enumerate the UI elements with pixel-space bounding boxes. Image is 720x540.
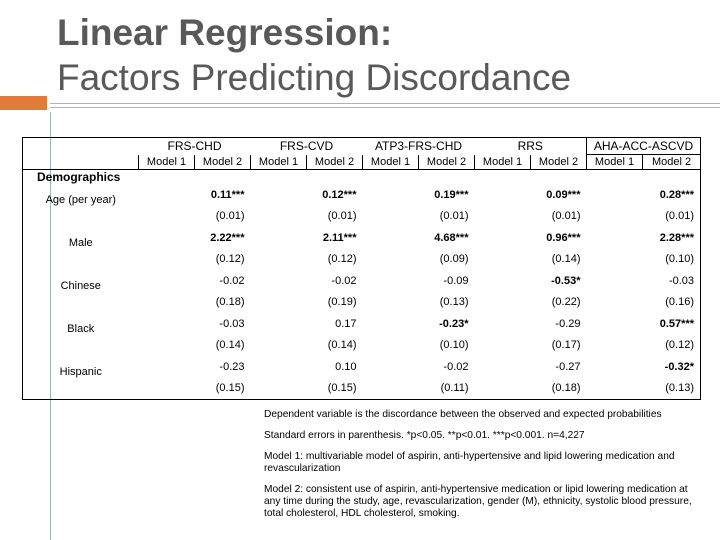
group-header-rrs: RRS bbox=[475, 138, 587, 155]
standard-error-cell: (0.09) bbox=[439, 253, 469, 266]
coefficient-row bbox=[23, 184, 701, 206]
model-header: Model 2 bbox=[195, 155, 251, 170]
standard-error-cell: (0.11) bbox=[419, 378, 475, 400]
demographics-label: Demographics bbox=[23, 170, 139, 185]
standard-error-cell: (0.14) bbox=[215, 339, 245, 352]
standard-error-cell: (0.01) bbox=[215, 210, 245, 223]
model-1-cell bbox=[475, 249, 531, 271]
model-1-cell bbox=[363, 356, 419, 378]
standard-error-cell: (0.12) bbox=[643, 335, 701, 357]
model-1-cell bbox=[139, 206, 195, 228]
model-1-cell bbox=[139, 249, 195, 271]
coefficient-cell: 2.22*** bbox=[210, 231, 245, 244]
model-1-cell bbox=[251, 270, 307, 292]
model-1-cell bbox=[475, 227, 531, 249]
model-1-cell bbox=[475, 378, 531, 400]
variable-label-spacer bbox=[23, 292, 139, 314]
coefficient-cell: 4.68*** bbox=[434, 231, 469, 244]
model-1-cell bbox=[587, 378, 643, 400]
model-1-cell bbox=[587, 184, 643, 206]
standard-error-cell: (0.16) bbox=[643, 292, 701, 314]
title-accent-bar bbox=[0, 96, 47, 110]
coefficient-row bbox=[23, 313, 701, 335]
model-1-cell bbox=[363, 270, 419, 292]
model-1-cell bbox=[475, 184, 531, 206]
standard-error-cell: (0.17) bbox=[551, 339, 581, 352]
standard-error-cell: (0.18) bbox=[531, 378, 587, 400]
coefficient-cell: -0.29 bbox=[555, 317, 581, 330]
standard-error-cell: (0.01) bbox=[643, 206, 701, 228]
standard-error-cell: (0.14) bbox=[327, 339, 357, 352]
model-1-cell bbox=[139, 227, 195, 249]
note-standard-errors: Standard errors in parenthesis. *p<0.05. **p<0.01. ***p<0.001. n=4,227 bbox=[264, 430, 585, 441]
standard-error-cell: (0.01) bbox=[551, 210, 581, 223]
standard-error-row bbox=[23, 249, 701, 271]
model-1-cell bbox=[139, 292, 195, 314]
standard-error-cell: (0.15) bbox=[195, 378, 251, 400]
standard-error-cell: (0.14) bbox=[551, 253, 581, 266]
standard-error-cell: (0.12) bbox=[215, 253, 245, 266]
coefficient-cell: -0.23* bbox=[439, 317, 469, 330]
model-header: Model 1 bbox=[475, 155, 531, 170]
coefficient-cell: -0.02 bbox=[219, 274, 245, 287]
standard-error-cell: (0.12) bbox=[327, 253, 357, 266]
demographics-row bbox=[23, 170, 701, 185]
note-model-1: Model 1: multivariable model of aspirin, anti-hypertensive and lipid lowering medication and revascularization bbox=[264, 451, 675, 474]
standard-error-cell: (0.01) bbox=[327, 210, 357, 223]
standard-error-cell: (0.13) bbox=[439, 296, 469, 309]
regression-table-body bbox=[23, 170, 701, 400]
model-1-cell bbox=[251, 378, 307, 400]
variable-label: Male bbox=[23, 227, 139, 249]
standard-error-cell: (0.19) bbox=[327, 296, 357, 309]
note-dependent-variable: Dependent variable is the discordance between the observed and expected probabilities bbox=[264, 409, 662, 420]
group-header-aha-acc-ascvd: AHA-ACC-ASCVD bbox=[587, 138, 701, 155]
model-1-cell bbox=[363, 292, 419, 314]
model-header: Model 2 bbox=[643, 155, 701, 170]
standard-error-cell: (0.10) bbox=[643, 249, 701, 271]
variable-label-spacer bbox=[23, 378, 139, 400]
model-1-cell bbox=[251, 292, 307, 314]
variable-label: Age (per year) bbox=[23, 184, 139, 206]
model-1-cell bbox=[587, 356, 643, 378]
coefficient-cell: -0.03 bbox=[643, 270, 701, 292]
standard-error-cell: (0.15) bbox=[307, 378, 363, 400]
standard-error-row bbox=[23, 378, 701, 400]
title-rule bbox=[50, 103, 720, 104]
model-1-cell bbox=[363, 227, 419, 249]
model-1-cell bbox=[139, 270, 195, 292]
model-1-cell bbox=[475, 206, 531, 228]
model-1-cell bbox=[363, 184, 419, 206]
model-1-cell bbox=[587, 313, 643, 335]
model-1-cell bbox=[363, 206, 419, 228]
coefficient-row bbox=[23, 227, 701, 249]
coefficient-cell: -0.53* bbox=[551, 274, 581, 287]
coefficient-cell: 0.11*** bbox=[210, 188, 245, 201]
model-1-cell bbox=[587, 249, 643, 271]
model-header: Model 1 bbox=[587, 155, 643, 170]
slide-title bbox=[57, 10, 707, 100]
standard-error-cell: (0.22) bbox=[551, 296, 581, 309]
variable-label-spacer bbox=[23, 335, 139, 357]
coefficient-cell: 2.11*** bbox=[322, 231, 357, 244]
coefficient-cell: -0.23 bbox=[219, 360, 245, 373]
standard-error-cell: (0.13) bbox=[643, 378, 701, 400]
coefficient-cell: 0.09*** bbox=[546, 188, 581, 201]
coefficient-cell: 0.96*** bbox=[546, 231, 581, 244]
variable-label: Black bbox=[23, 313, 139, 335]
standard-error-row bbox=[23, 292, 701, 314]
slide-title-line-1: Linear Regression: bbox=[57, 12, 393, 53]
model-1-cell bbox=[587, 292, 643, 314]
model-1-cell bbox=[363, 249, 419, 271]
model-1-cell bbox=[251, 249, 307, 271]
model-group-header-row bbox=[23, 138, 701, 155]
coefficient-cell: -0.02 bbox=[331, 274, 357, 287]
coefficient-cell: -0.02 bbox=[443, 360, 469, 373]
model-1-cell bbox=[363, 313, 419, 335]
model-1-cell bbox=[363, 335, 419, 357]
group-header-frs-chd: FRS-CHD bbox=[139, 138, 251, 155]
coefficient-cell: 0.12*** bbox=[322, 188, 357, 201]
variable-label: Hispanic bbox=[23, 356, 139, 378]
model-1-cell bbox=[139, 313, 195, 335]
model-1-cell bbox=[363, 378, 419, 400]
model-1-cell bbox=[139, 378, 195, 400]
model-1-cell bbox=[587, 270, 643, 292]
variable-label-spacer bbox=[23, 206, 139, 228]
group-header-frs-cvd: FRS-CVD bbox=[251, 138, 363, 155]
coefficient-cell: -0.03 bbox=[219, 317, 245, 330]
model-1-cell bbox=[587, 227, 643, 249]
standard-error-row bbox=[23, 335, 701, 357]
model-1-cell bbox=[587, 206, 643, 228]
model-header: Model 2 bbox=[307, 155, 363, 170]
model-1-cell bbox=[251, 335, 307, 357]
title-rule-lower bbox=[50, 107, 720, 108]
coefficient-cell: 0.28*** bbox=[643, 184, 701, 206]
model-1-cell bbox=[475, 335, 531, 357]
model-1-cell bbox=[251, 356, 307, 378]
model-header: Model 2 bbox=[531, 155, 587, 170]
model-1-cell bbox=[251, 184, 307, 206]
coefficient-cell: -0.27 bbox=[555, 360, 581, 373]
coefficient-cell: 0.19*** bbox=[434, 188, 469, 201]
coefficient-row bbox=[23, 356, 701, 378]
coefficient-cell: -0.32* bbox=[643, 356, 701, 378]
model-1-cell bbox=[251, 313, 307, 335]
model-1-cell bbox=[587, 335, 643, 357]
variable-label-spacer bbox=[23, 249, 139, 271]
model-1-cell bbox=[139, 184, 195, 206]
coefficient-cell: -0.09 bbox=[443, 274, 469, 287]
model-1-cell bbox=[251, 206, 307, 228]
coefficient-cell: 0.10 bbox=[335, 360, 357, 373]
model-1-cell bbox=[475, 313, 531, 335]
model-header: Model 1 bbox=[251, 155, 307, 170]
standard-error-cell: (0.01) bbox=[439, 210, 469, 223]
regression-table bbox=[22, 137, 701, 400]
model-1-cell bbox=[139, 335, 195, 357]
table-notes bbox=[264, 409, 704, 529]
standard-error-row bbox=[23, 206, 701, 228]
model-header: Model 2 bbox=[419, 155, 475, 170]
coefficient-cell: 2.28*** bbox=[643, 227, 701, 249]
variable-label: Chinese bbox=[23, 270, 139, 292]
slide-title-line-2: Factors Predicting Discordance bbox=[57, 57, 572, 98]
group-header-atp3-frs-chd: ATP3-FRS-CHD bbox=[363, 138, 475, 155]
coefficient-row bbox=[23, 270, 701, 292]
model-1-cell bbox=[139, 356, 195, 378]
standard-error-cell: (0.10) bbox=[439, 339, 469, 352]
model-header: Model 1 bbox=[139, 155, 195, 170]
model-1-cell bbox=[251, 227, 307, 249]
model-header-row bbox=[23, 155, 701, 170]
coefficient-cell: 0.57*** bbox=[643, 313, 701, 335]
standard-error-cell: (0.18) bbox=[215, 296, 245, 309]
model-1-cell bbox=[475, 356, 531, 378]
coefficient-cell: 0.17 bbox=[335, 317, 357, 330]
model-1-cell bbox=[475, 292, 531, 314]
model-1-cell bbox=[475, 270, 531, 292]
model-header: Model 1 bbox=[363, 155, 419, 170]
note-model-2: Model 2: consistent use of aspirin, anti-hypertensive medication or lipid lowering medication at any time during the study, age, revascularization, gender (M), ethnicity, systolic blood pressure, total cholesterol, HDL cholesterol, smoking. bbox=[264, 484, 692, 519]
